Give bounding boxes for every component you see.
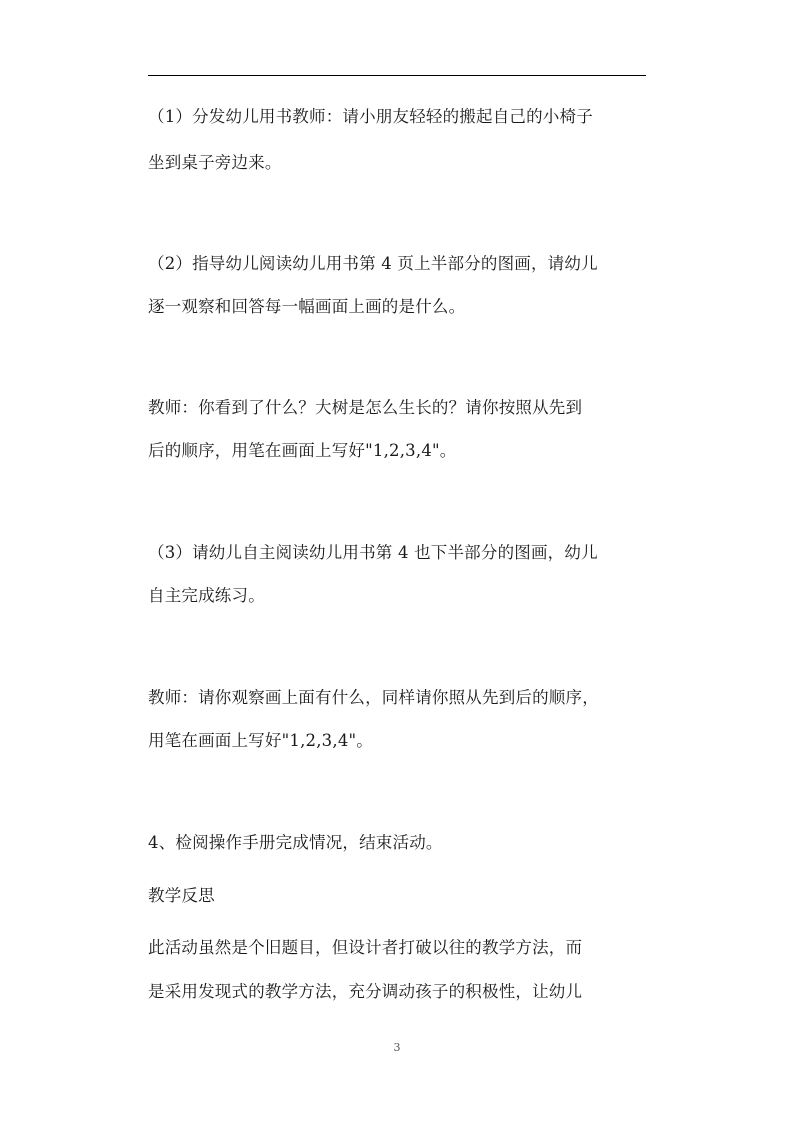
paragraph-5-line-1: 教师：请你观察画上面有什么，同样请你照从先到后的顺序， [148,688,599,707]
section-heading-reflection: 教学反思 [148,886,215,905]
header-rule [148,75,646,76]
paragraph-3-line-1: 教师：你看到了什么？大树是怎么生长的？请你按照从先到 [148,398,583,417]
step-4-line: 4、检阅操作手册完成情况，结束活动。 [148,833,443,852]
paragraph-2-line-1: （2）指导幼儿阅读幼儿用书第 4 页上半部分的图画，请幼儿 [148,254,598,273]
reflection-line-1: 此活动虽然是个旧题目，但设计者打破以往的教学方法，而 [148,938,583,957]
paragraph-4-line-2: 自主完成练习。 [148,586,265,605]
reflection-line-2: 是采用发现式的教学方法，充分调动孩子的积极性，让幼儿 [148,982,583,1001]
page-number: 3 [393,1041,401,1054]
paragraph-1-line-1: （1）分发幼儿用书教师：请小朋友轻轻的搬起自己的小椅子 [148,107,593,126]
paragraph-4-line-1: （3）请幼儿自主阅读幼儿用书第 4 也下半部分的图画，幼儿 [148,543,598,562]
paragraph-1-line-2: 坐到桌子旁边来。 [148,153,282,172]
paragraph-3-line-2: 后的顺序，用笔在画面上写好"1,2,3,4"。 [148,441,457,460]
paragraph-2-line-2: 逐一观察和回答每一幅画面上画的是什么。 [148,297,466,316]
paragraph-5-line-2: 用笔在画面上写好"1,2,3,4"。 [148,731,374,750]
